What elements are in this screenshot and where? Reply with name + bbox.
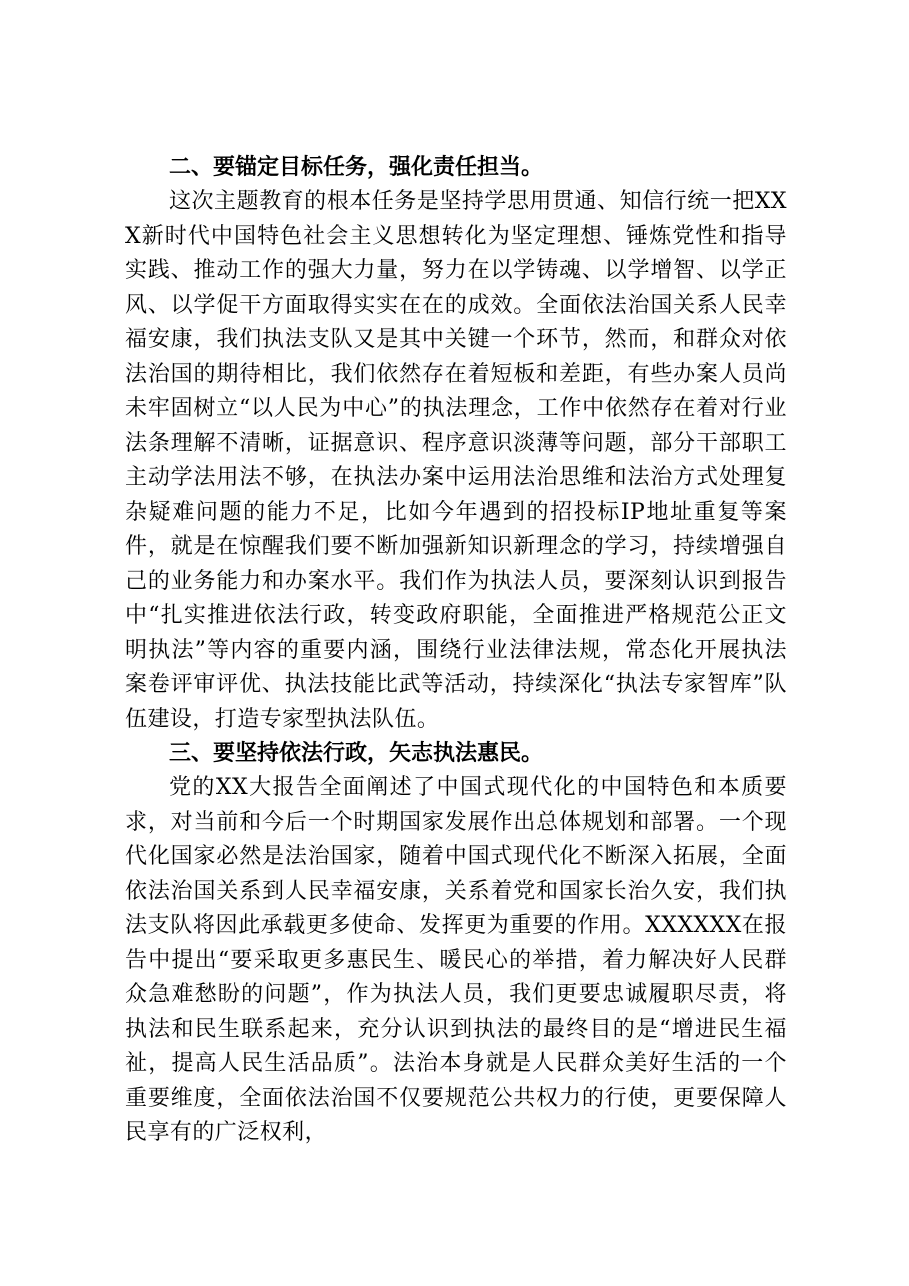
section-paragraph-3: 党的XX大报告全面阐述了中国式现代化的中国特色和本质要求，对当前和今后一个时期国家发展作出总体规划和部署。一个现代化国家必然是法治国家，随着中国式现代化不断深入拓展，全面依法治国关系到人民幸福安康，关系着党和国家长治久安，我们执法支队将因此承载更多使命、发挥更为重要的作用。XXXXXX在报告中提出“要采取更多惠民生、暖民心的举措，着力解决好人民群众急难愁盼的问题”，作为执法人员，我们更要忠诚履职尽责，将执法和民生联系起来，充分认识到执法的最终目的是“增进民生福祉，提高人民生活品质”。法治本身就是人民群众美好生活的一个重要维度，全面依法治国不仅要规范公共权力的行使，更要保障人民享有的广泛权利，: [125, 775, 787, 1145]
section-heading-2: 二、要锚定目标任务，强化责任担当。: [169, 155, 544, 180]
section-paragraph-2: 这次主题教育的根本任务是坚持学思用贯通、知信行统一把XXX新时代中国特色社会主义思想转化为坚定理想、锤炼党性和指导实践、推动工作的强大力量，努力在以学铸魂、以学增智、以学正风、以学促干方面取得实实在在的成效。全面依法治国关系人民幸福安康，我们执法支队又是其中关键一个环节，然而，和群众对依法治国的期待相比，我们依然存在着短板和差距，有些办案人员尚未牢固树立“以人民为中心”的执法理念，工作中依然存在着对行业法条理解不清晰，证据意识、程序意识淡薄等问题，部分干部职工主动学法用法不够，在执法办案中运用法治思维和法治方式处理复杂疑难问题的能力不足，比如今年遇到的招投标IP地址重复等案件，就是在惊醒我们要不断加强新知识新理念的学习，持续增强自己的业务能力和办案水平。我们作为执法人员，要深刻认识到报告中“扎实推进依法行政，转变政府职能，全面推进严格规范公正文明执法”等内容的重要内涵，围绕行业法律法规，常态化开展执法案卷评审评优、执法技能比武等活动，持续深化“执法专家智库”队伍建设，打造专家型执法队伍。: [125, 189, 787, 732]
section-heading-3: 三、要坚持依法行政，矢志执法惠民。: [169, 741, 544, 766]
document-body: [125, 151, 787, 1151]
